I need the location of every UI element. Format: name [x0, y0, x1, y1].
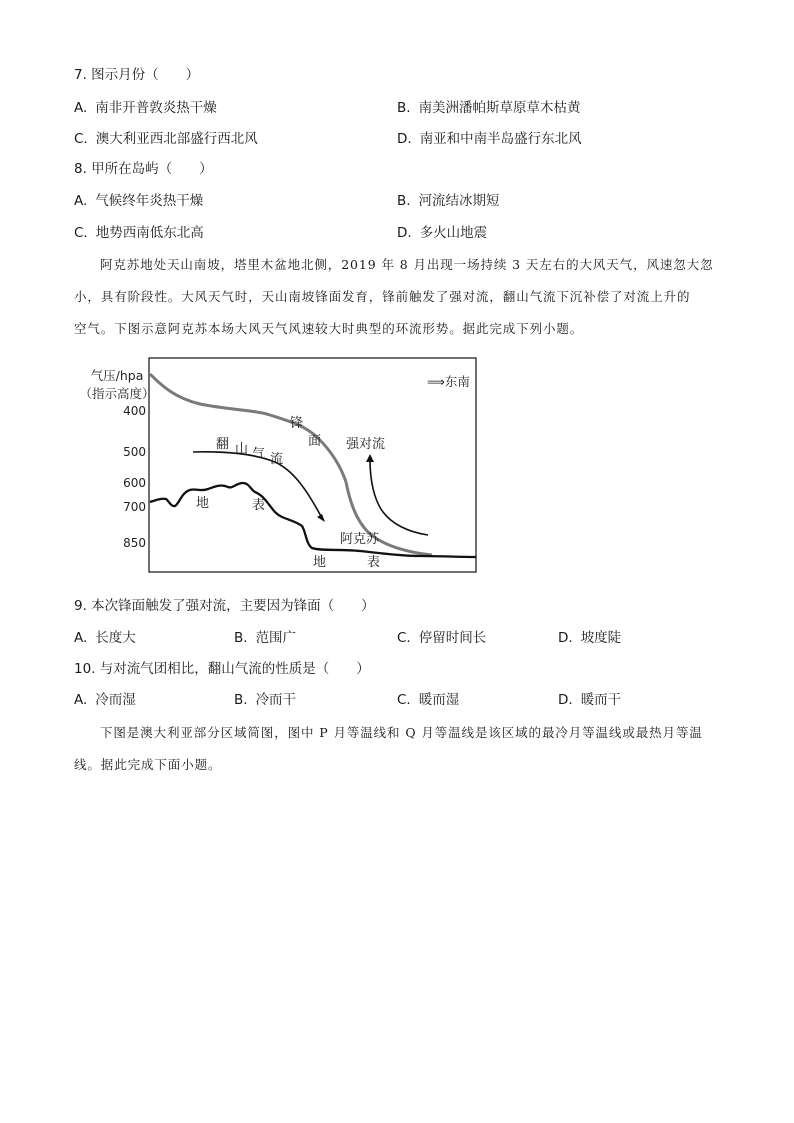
- option-text: 停留时间长: [418, 630, 487, 646]
- option-text: 暖而干: [580, 692, 622, 708]
- option-text: 长度大: [95, 630, 136, 646]
- q9-option-b[interactable]: [234, 628, 296, 648]
- option-text: 冷而湿: [95, 692, 136, 708]
- tick-500: 500: [123, 445, 146, 459]
- option-letter: A.: [74, 193, 88, 209]
- option-letter: A.: [74, 100, 88, 116]
- q9-option-d[interactable]: [558, 628, 621, 648]
- q9-option-a[interactable]: [74, 628, 136, 648]
- option-text: 南美洲潘帕斯草原草木枯黄: [418, 100, 581, 116]
- option-text: 气候终年炎热干燥: [95, 193, 204, 209]
- direction-southeast-label: ⟹东南: [427, 374, 470, 389]
- option-text: 南亚和中南半岛盛行东北风: [419, 131, 582, 147]
- front-label-char: 面: [308, 434, 322, 449]
- q8-stem: 8. 甲所在岛屿（ ）: [74, 161, 213, 177]
- option-text: 澳大利亚西北部盛行西北风: [95, 131, 258, 147]
- convection-arrow: [370, 460, 428, 535]
- option-letter: B.: [397, 193, 411, 209]
- passage-line: 下图是澳大利亚部分区域简图，图中 P 月等温线和 Q 月等温线是该区域的最冷月等温线或最热月等温: [100, 725, 703, 740]
- option-letter: B.: [234, 692, 248, 708]
- option-text: 地势西南低东北高: [95, 225, 204, 241]
- passage-line: 线。据此完成下面小题。: [74, 757, 222, 772]
- circulation-diagram: [0, 352, 794, 592]
- q8-option-d[interactable]: [397, 223, 487, 243]
- y-axis-sublabel: （指示高度）: [79, 386, 155, 401]
- q7-option-b[interactable]: [397, 98, 581, 118]
- option-letter: A.: [74, 630, 88, 646]
- q8-option-c[interactable]: [74, 223, 204, 243]
- front-label-char: 锋: [290, 416, 304, 431]
- option-text: 多火山地震: [419, 225, 488, 241]
- q10-option-d[interactable]: [558, 690, 621, 710]
- q7-option-a[interactable]: [74, 98, 217, 118]
- q7-stem: 7. 图示月份（ ）: [74, 67, 200, 83]
- aksu-label: 阿克苏: [340, 532, 380, 547]
- option-letter: C.: [74, 131, 88, 147]
- option-letter: C.: [397, 692, 411, 708]
- q10-option-a[interactable]: [74, 690, 136, 710]
- passage-line: 小，具有阶段性。大风天气时，天山南坡锋面发育，锋前触发了强对流，翻山气流下沉补偿了对流上升的: [74, 289, 691, 304]
- option-text: 坡度陡: [580, 630, 622, 646]
- option-letter: D.: [397, 131, 412, 147]
- q10-stem: 10. 与对流气团相比，翻山气流的性质是（ ）: [74, 661, 370, 677]
- surface-label-char: 表: [252, 498, 266, 513]
- q8-option-a[interactable]: [74, 191, 203, 211]
- q9-option-c[interactable]: [397, 628, 486, 648]
- tick-600: 600: [123, 476, 146, 490]
- q10-option-c[interactable]: [397, 690, 459, 710]
- passage-line: 空气。下图示意阿克苏本场大风天气风速较大时典型的环流形势。据此完成下列小题。: [74, 321, 584, 336]
- option-letter: D.: [397, 225, 412, 241]
- surface-label-char: 地: [313, 555, 327, 570]
- passage-line: 阿克苏地处天山南坡，塔里木盆地北侧，2019 年 8 月出现一场持续 3 天左右的大风天气，风速忽大忽: [100, 257, 714, 272]
- option-text: 河流结冰期短: [418, 193, 500, 209]
- passage-aksu: [74, 249, 722, 345]
- option-letter: C.: [74, 225, 88, 241]
- option-letter: B.: [397, 100, 411, 116]
- q7-option-d[interactable]: [397, 129, 582, 149]
- surface-label-char: 地: [196, 496, 210, 511]
- foehn-label-char: 气: [252, 447, 266, 462]
- foehn-label-char: 流: [270, 452, 284, 467]
- tick-400: 400: [123, 404, 146, 418]
- option-letter: A.: [74, 692, 88, 708]
- option-letter: B.: [234, 630, 248, 646]
- passage-australia: [74, 717, 722, 781]
- option-text: 范围广: [255, 630, 297, 646]
- foehn-label-char: 翻: [216, 437, 230, 452]
- diagram-frame: [149, 358, 476, 572]
- ground-surface-line: [150, 483, 476, 557]
- q10-option-b[interactable]: [234, 690, 296, 710]
- front-surface-line: [150, 374, 432, 555]
- q7-option-c[interactable]: [74, 129, 258, 149]
- tick-700: 700: [123, 500, 146, 514]
- surface-label-char: 表: [367, 555, 381, 570]
- option-text: 冷而干: [255, 692, 297, 708]
- convection-arrowhead: [366, 454, 374, 462]
- foehn-flow-arrowhead: [317, 514, 325, 522]
- convection-label: 强对流: [346, 437, 386, 452]
- y-axis-label: 气压/hpa: [90, 368, 144, 383]
- tick-850: 850: [123, 536, 146, 550]
- q8-option-b[interactable]: [397, 191, 500, 211]
- foehn-label-char: 山: [235, 442, 249, 457]
- option-letter: C.: [397, 630, 411, 646]
- option-letter: D.: [558, 692, 573, 708]
- q9-stem: 9. 本次锋面触发了强对流，主要因为锋面（ ）: [74, 598, 375, 614]
- option-text: 暖而湿: [418, 692, 460, 708]
- option-letter: D.: [558, 630, 573, 646]
- option-text: 南非开普敦炎热干燥: [95, 100, 217, 116]
